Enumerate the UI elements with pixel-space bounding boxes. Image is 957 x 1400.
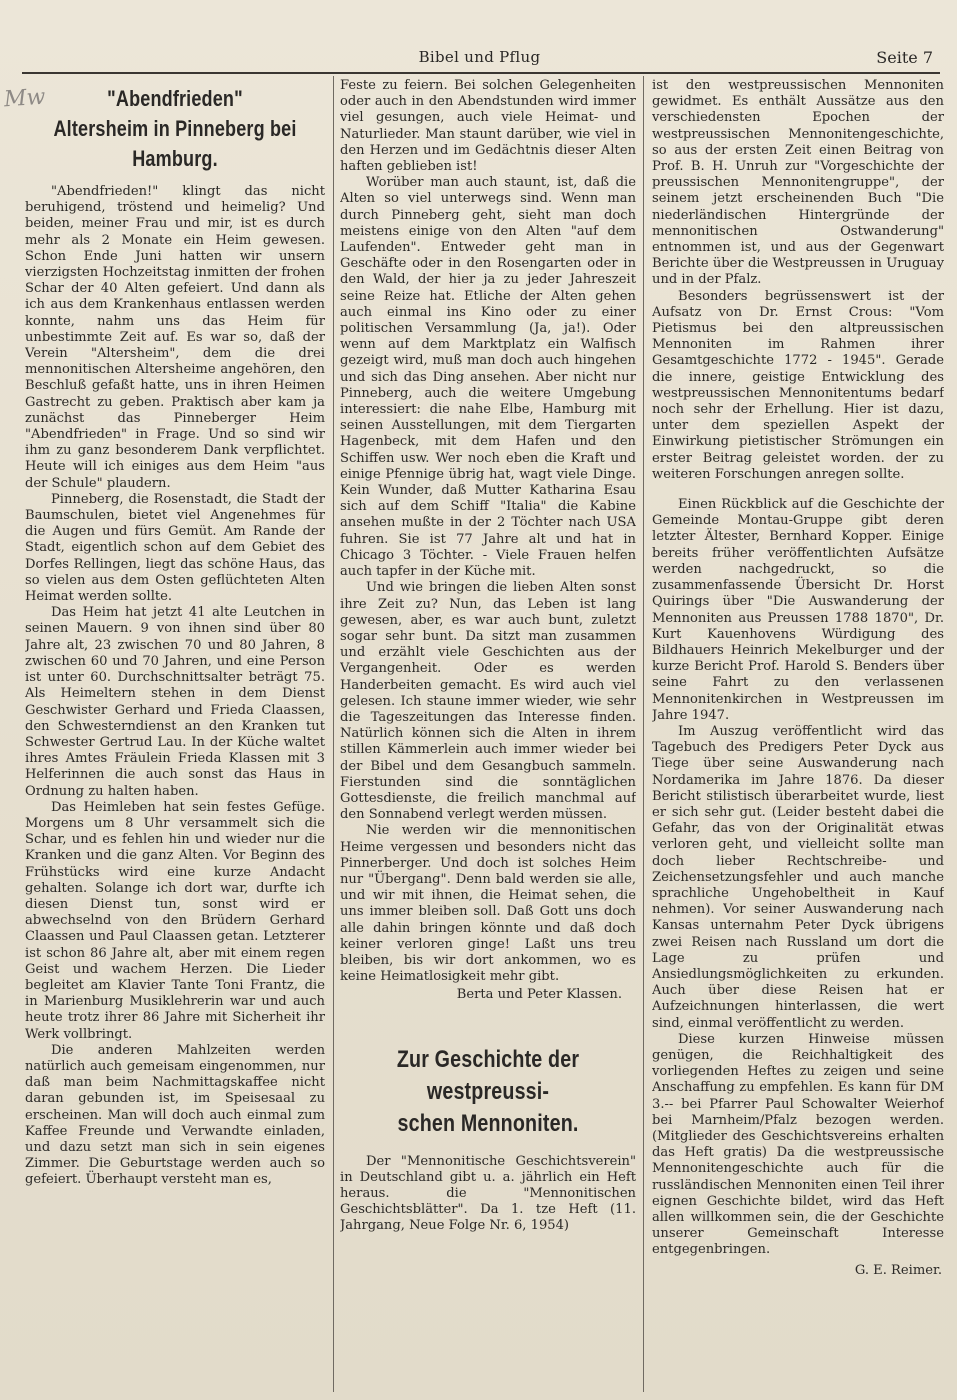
paragraph: Und wie bringen die lieben Alten sonst ihre Zeit zu? Nun, das Leben ist lang gewesen, aber, es war auch bunt, zuletzt sogar sehr bunt. Da sitzt man zusammen und erzählt viele Geschichten aus der Vergangenheit. Oder es werden Handerbeiten gemacht. Es wird auch viel gelesen. Ich staune immer wieder, wie sehr die Tageszeitungen das Interesse finden. Natürlich können sich die Alten in ihrem stillen Kämmerlein auch immer wieder bei der Bibel und dem Gesangbuch sammeln. Fierstunden sind die sonntäglichen Gottesdienste, die freilich manchmal auf den Sonnabend verlegt werden müssen. (340, 580, 636, 823)
page-header (22, 44, 937, 70)
paragraph: Pinneberg, die Rosenstadt, die Stadt der Baumschulen, bietet viel Angenehmes für die Augen und fürs Gemüt. Am Rande der Stadt, eigentlich schon auf dem Gebiet des Dorfes Rellingen, liegt das schöne Haus, das so vielen aus dem Osten geflüchteten Alten Heimat werden sollte. (25, 491, 325, 605)
paragraph: Feste zu feiern. Bei solchen Gelegenheiten oder auch in den Abendstunden wird immer viel gesungen, auch viele Heimat- und Naturlieder. Man staunt darüber, wie viel in den Herzen und im Gedächtnis dieser Alten haften geblieben ist! (340, 78, 636, 175)
paragraph: Besonders begrüssenswert ist der Aufsatz von Dr. Ernst Crous: "Vom Pietismus bei den altpreussischen Mennoniten im Rahmen ihrer Gesamtgeschichte 1772 - 1945". Gerade die innere, geistige Entwicklung des westpreussischen Mennonitentums bedarf noch sehr der Erhellung. Hier ist dazu, unter dem speziellen Aspekt der Einwirkung pietistischer Strömungen ein erster Beitrag geleistet worden. der zu weiteren Forschungen anregen sollte. (652, 288, 944, 482)
paragraph: Im Auszug veröffentlicht wird das Tagebuch des Predigers Peter Dyck aus Tiege über seine Auswanderung nach Nordamerika im Jahre 1876. Da dieser Bericht stilistisch überarbeitet wurde, liest er sich sehr gut. (Leider besteht dabei die Gefahr, das von der Originalität etwas verloren geht, und vielleicht sollte man doch lieber Rechtschreibe- und Zeichensetzungsfehler und auch manche sprachliche Ungehobeltheit in Kauf nehmen). Vor seiner Auswanderung nach Kansas unternahm Peter Dyck übrigens zwei Reisen nach Russland um dort die Lage zu prüfen und Ansiedlungsmöglichkeiten zu erkunden. Auch über diese Reisen hat er Aufzeichnungen hinterlassen, die wert sind, einmal veröffentlicht zu werden. (652, 723, 944, 1031)
title-line: Hamburg. (132, 146, 218, 171)
paragraph-gap (652, 483, 944, 497)
column-divider-1 (333, 76, 334, 1392)
journal-name: Bibel und Pflug (418, 48, 541, 66)
paragraph: Nie werden wir die mennonitischen Heime vergessen und besonders nicht das Pinnerberger. Und doch ist solches Heim nur "Übergang". Denn bald werden sie alle, und wir mit ihnen, die Heimat sehen, die uns immer bleiben soll. Daß Gott uns doch alle dahin bringen könnte und daß doch keiner verloren ginge! Laßt uns treu bleiben, bis wir dort ankommen, wo es keine Heimatlosigkeit mehr gibt. (340, 823, 636, 985)
column-2 (340, 78, 636, 1396)
title-line: "Abendfrieden" (107, 86, 243, 111)
header-rule (22, 72, 940, 74)
paragraph: ist den westpreussischen Mennoniten gewidmet. Es enthält Aussätze aus den verschiedensten Epochen der westpreussischen Mennonitengeschichte, so aus der ersten Zeit einen Beitrag von Prof. B. H. Unruh zur "Vorgeschichte der preussischen Mennonitengruppe", der seinem jetzt erscheinenden Buch "Die niederländischen Hintergründe der mennonitischen Ostwanderung" entnommen ist, und aus der Gegenwart Berichte über die Westpreussen in Uruguay und in der Pfalz. (652, 78, 944, 288)
paragraph: Die anderen Mahlzeiten werden natürlich auch gemeisam eingenommen, nur daß man beim Nachmittagskaffee nicht daran gebunden ist, im Speisesaal zu erscheinen. Man will doch auch einmal zum Kaffee Freunde und Verwandte einladen, und dazu setzt man sich in sein eigenes Zimmer. Die Geburtstage werden auch so gefeiert. Überhaupt versteht man es, (25, 1042, 325, 1188)
paragraph: Diese kurzen Hinweise müssen genügen, die Reichhaltigkeit des vorliegenden Heftes zu zeigen und seine Anschaffung zu empfehlen. Es kann für DM 3.-- bei Pfarrer Paul Schowalter Weierhof bei Marnheim/Pfalz bezogen werden. (Mitglieder des Geschichtsvereins erhalten das Heft gratis) Da die westpreussische Mennonitengeschichte auch für die russländischen Mennoniten einen Teil ihrer eignen Geschichte bildet, wird das Heft allen willkommen sein, die der Geschichte unserer Gemeinschaft Interesse entgegenbringen. (652, 1031, 944, 1258)
title-line: Zur Geschichte der westpreussi- (396, 1045, 580, 1105)
column-3 (652, 78, 944, 1396)
paragraph: Das Heim hat jetzt 41 alte Leutchen in seinen Mauern. 9 von ihnen sind über 80 Jahre alt, 23 zwischen 70 und 80 Jahren, 8 zwischen 60 und 70 Jahren, und eine Person ist unter 60. Durchschnittsalter beträgt 75. Als Heimeltern stehen in dem Dienst Geschwister Gerhard und Frieda Claassen, den Schwesterndienst an den Kranken tut Schwester Gertrud Lau. In der Küche waltet ihres Amtes Fräulein Frieda Klassen mit 3 Helferinnen die auch sonst das Haus in Ordnung zu halten haben. (25, 605, 325, 799)
title-line: Altersheim in Pinneberg bei (53, 116, 297, 141)
paragraph: "Abendfrieden!" klingt das nicht beruhigend, tröstend und heimelig? Und beiden, meiner Frau und mir, ist es durch mehr als 2 Monate ein Heim gewesen. Schon Ende Juni hatten wir unsern vierzigsten Hochzeitstag inmitten der frohen Schar der 40 Alten gefeiert. Und dann als ich aus dem Krankenhaus entlassen werden konnte, nahm uns das Heim für unbestimmte Zeit auf. Es war so, daß der Verein "Altersheim", dem die drei mennonitischen Altersheime angehören, den Beschluß gefaßt hatte, uns in ihren Heimen Gastrecht zu geben. Praktisch aber kam ja zunächst das Pinneberger Heim "Abendfrieden" in Frage. Und so sind wir ihm zu ganz besonderem Dank verpflichtet. Heute will ich einiges aus dem Heim "aus der Schule" plaudern. (25, 184, 325, 491)
column-divider-2 (643, 76, 644, 1392)
paragraph: Das Heimleben hat sein festes Gefüge. Morgens um 8 Uhr versammelt sich die Schar, und es fehlen hin und wieder nur die Kranken und die ganz Alten. Vor Beginn des Frühstücks wird eine kurze Andacht gehalten. Solange ich dort war, durfte ich diesen Dienst tun, sonst wird er abwechselnd von den Brüdern Gerhard Claassen und Paul Claassen getan. Letzterer ist schon 86 Jahre alt, aber mit einem regen Geist und wachem Herzen. Die Lieder begleitet am Klavier Tante Toni Frantz, die in Marienburg Musiklehrerin war und auch heute trotz ihrer 86 Jahre mit Sicherheit ihr Werk vollbringt. (25, 799, 325, 1042)
handwritten-note: Mw (3, 84, 47, 113)
title-line: schen Mennoniten. (397, 1109, 579, 1137)
paragraph: Worüber man auch staunt, ist, daß die Alten so viel unterwegs sind. Wenn man durch Pinneberg geht, sieht man doch meistens einige von den Alten "auf dem Laufenden". Entweder geht man in Geschäfte oder in den Rosengarten oder in den Wald, der hier ja zu jeder Jahreszeit seine Reize hat. Etliche der Alten gehen auch einmal ins Kino oder zu einer politischen Versammlung (Ja, ja!). Oder wenn auf dem Marktplatz ein Walfisch gezeigt wird, muß man doch auch hingehen und sich das Ding ansehen. Aber nicht nur Pinneberg, auch die weitere Umgebung interessiert: die nahe Elbe, Hamburg mit seinen Ausstellungen, mit dem Tiergarten Hagenbeck, mit dem Hafen und den Schiffen usw. Wer noch eben die Kraft und einige Pfennige übrig hat, wagt viele Dinge. Kein Wunder, daß Mutter Katharina Esau sich auf dem Schiff "Italia" die Kabine ansehen mußte in der 2 Töchter nach USA fuhren. Sie ist 77 Jahre alt und hat in Chicago 3 Töchter. - Viele Frauen helfen auch tapfer in der Küche mit. (340, 175, 636, 580)
signature-klassen: Berta und Peter Klassen. (456, 987, 622, 1003)
paragraph: Einen Rückblick auf die Geschichte der Gemeinde Montau-Gruppe gibt deren letzter Ältester, Bernhard Kopper. Einige bereits früher veröffentlichten Aufsätze werden nachgedruckt, so die zusammenfassende Übersicht Dr. Horst Quirings über "Die Auswanderung der Mennoniten aus Preussen 1788 1870", Dr. Kurt Kauenhovens Würdigung des Bildhauers Heinrich Mekelburger und der kurze Bericht Prof. Harold S. Benders über seine Fahrt zu den verlassenen Mennonitenkirchen in Westpreussen im Jahre 1947. (652, 497, 944, 723)
article-title-westpreussen (367, 1044, 610, 1140)
paragraph: Der "Mennonitische Geschichtsverein" in Deutschland gibt u. a. jährlich ein Heft heraus. die "Mennonitischen Geschichtsblätter". Da 1. tze Heft (11. Jahrgang, Neue Folge Nr. 6, 1954) (340, 1153, 636, 1234)
column-1 (25, 78, 325, 1396)
article-title-abendfrieden (52, 84, 298, 174)
signature-reimer: G. E. Reimer. (854, 1262, 942, 1278)
page-number: Seite 7 (876, 48, 933, 67)
